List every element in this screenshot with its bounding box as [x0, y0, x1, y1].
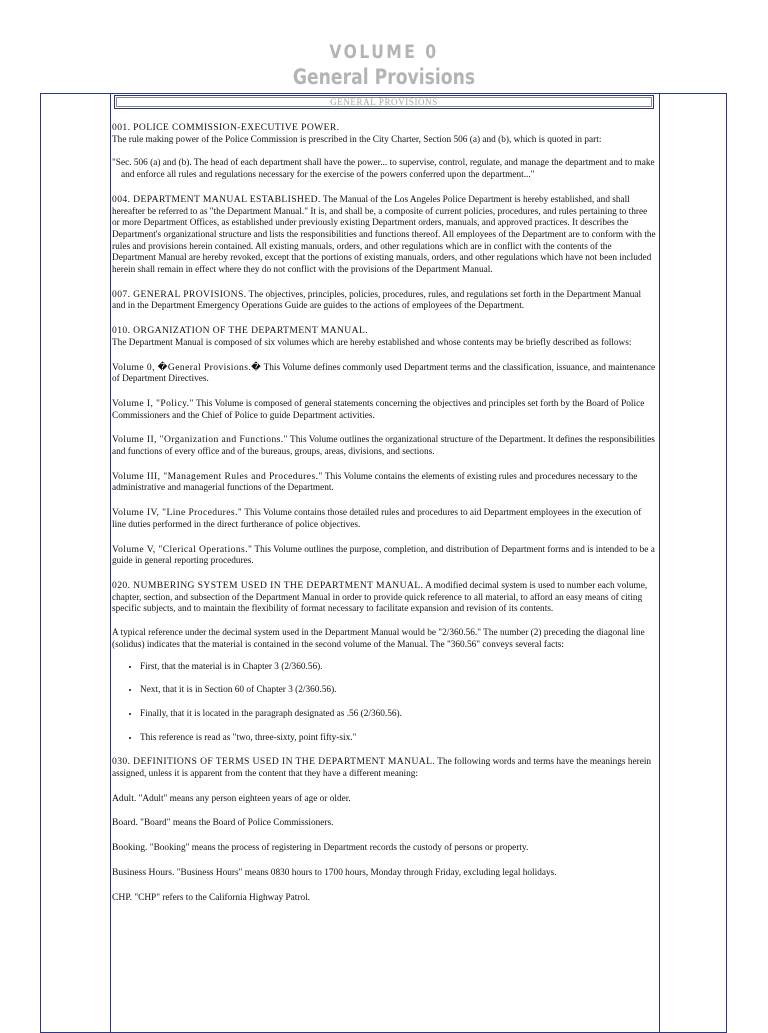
definition-entry — [112, 867, 656, 880]
definition-text: "Adult" means any person eighteen years of age or older. — [136, 793, 351, 804]
document-body — [112, 95, 656, 916]
definition-term: Adult. — [112, 792, 137, 804]
section-text: The Manual of the Los Angeles Police Department is hereby established, and shall hereafter be referred to as "the Department Manual." It is, and shall be, a composite of current policies, procedures, and rules pertaining to three or more Department Offices, as established under previously existing Department orders, manuals, and approved practices. It describes the Department's organizational structure and lists the responsibilities and functions thereof. All employees of the Department are to conform with the rules and provisions herein contained. All existing manuals, orders, and other regulations which are in conflict with the contents of the Department Manual are hereby revoked, except that the portions of existing manuals, orders, and other regulations which have not been included herein shall remain in effect where they do not conflict with the provisions of the Department Manual. — [112, 194, 656, 276]
definition-text: "Business Hours" means 0830 hours to 1700 hours, Monday through Friday, excluding legal holidays. — [174, 867, 557, 878]
list-item: • Finally, that it is located in the paragraph designated as .56 (2/360.56). — [140, 709, 656, 721]
reference-example: A typical reference under the decimal system used in the Department Manual would be "2/360.56." The number (2) preceding the diagonal line (solidus) indicates that the material is contained in the second volume of the Manual. The "360.56" conveys several facts: — [112, 628, 645, 650]
section-heading: 030. DEFINITIONS OF TERMS USED IN THE DEPARTMENT MANUAL. — [112, 756, 436, 768]
facts-list — [112, 662, 656, 745]
volume-name: Volume I, "Policy." — [112, 397, 194, 409]
volume-name: Volume II, "Organization and Functions." — [112, 434, 288, 446]
volume-entry — [112, 544, 656, 568]
list-item: • This reference is read as "two, three-sixty, point fifty-six." — [140, 733, 656, 745]
volume-desc: This Volume defines commonly used Department terms and the classification, issuance, and maintenance of Department Directives. — [112, 362, 656, 385]
definition-term: Booking. — [112, 842, 148, 854]
section-heading: 007. GENERAL PROVISIONS. — [112, 288, 247, 300]
volume-entry — [112, 471, 656, 495]
list-item: • First, that the material is in Chapter 3 (2/360.56). — [140, 662, 656, 674]
definition-term: Board. — [112, 817, 138, 829]
section-heading: 004. DEPARTMENT MANUAL ESTABLISHED. — [112, 193, 321, 205]
definition-text: "Board" means the Board of Police Commissioners. — [137, 818, 334, 829]
definition-term: CHP. — [112, 891, 132, 903]
volume-name: Volume V, "Clerical Operations." — [112, 543, 253, 555]
list-item: • Next, that it is in Section 60 of Chapter 3 (2/360.56). — [140, 685, 656, 697]
definition-entry — [112, 817, 656, 830]
section-heading: 001. POLICE COMMISSION-EXECUTIVE POWER. — [112, 122, 340, 133]
volume-entry — [112, 362, 656, 386]
section-007 — [112, 289, 656, 313]
section-030 — [112, 756, 656, 780]
definition-entry — [112, 793, 656, 806]
section-text: The following words and terms have the meanings herein assigned, unless it is apparent from the content that they have a different meaning: — [112, 757, 652, 780]
volume-header — [0, 40, 768, 90]
section-010 — [112, 325, 656, 349]
volume-desc: This Volume contains those detailed rules and procedures to aid Department employees in the execution of line duties performed in the direct furtherance of police objectives. — [112, 508, 642, 530]
section-001 — [112, 122, 656, 146]
section-heading: 020. NUMBERING SYSTEM USED IN THE DEPARTMENT MANUAL. — [112, 579, 424, 591]
volume-name: Volume IV, "Line Procedures." — [112, 507, 243, 519]
section-heading: 010. ORGANIZATION OF THE DEPARTMENT MANUAL. — [112, 325, 369, 337]
definition-term: Business Hours. — [112, 866, 175, 878]
volume-title: General Provisions — [292, 65, 476, 89]
right-column-rule — [659, 93, 660, 1033]
volume-entry — [112, 434, 656, 458]
volume-entry — [112, 507, 656, 531]
volume-number: VOLUME 0 — [329, 41, 439, 63]
volume-name: Volume 0, �General Provisions.� — [112, 361, 262, 373]
volume-entry — [112, 398, 656, 422]
section-004 — [112, 194, 656, 277]
charter-quote: "Sec. 506 (a) and (b). The head of each department shall have the power... to supervise, control, regulate, and manage the department and to make and enforce all rules and regulations necessary for the exercise of the powers conferred upon the department..." — [112, 158, 655, 181]
volume-name: Volume III, "Management Rules and Procedures." — [112, 470, 323, 482]
section-020 — [112, 580, 656, 616]
volume-desc: This Volume is composed of general statements concerning the objectives and principles set forth by the Board of Police Commissioners and the Chief of Police to guide Department activities. — [112, 398, 645, 421]
section-text: The rule making power of the Police Commission is prescribed in the City Charter, Section 506 (a) and (b), which is quoted in part: — [112, 134, 602, 145]
definition-text: "CHP" refers to the California Highway Patrol. — [132, 892, 310, 903]
volume-desc: This Volume contains the elements of existing rules and procedures necessary to the administrative and managerial functions of the Department. — [112, 471, 638, 494]
definition-entry — [112, 842, 656, 855]
section-label-box: GENERAL PROVISIONS — [114, 95, 654, 109]
definition-text: "Booking" means the process of registering in Department records the custody of persons or property. — [147, 843, 529, 854]
volume-desc: This Volume outlines the purpose, completion, and distribution of Department forms and is intended to be a guide in general reporting procedures. — [112, 544, 655, 567]
section-text: The objectives, principles, policies, procedures, rules, and regulations set forth in the Department Manual and in the Department Emergency Operations Guide are guides to the actions of employees of the Department. — [112, 289, 642, 312]
section-text: A modified decimal system is used to number each volume, chapter, section, and subsection of the Department Manual in order to provide quick reference to all material, to afford an easy means of citing specific subjects, and to maintain the flexibility of format necessary to facilitate expansion and revision of its contents. — [112, 580, 648, 615]
left-column-rule — [110, 93, 111, 1033]
section-text: The Department Manual is composed of six volumes which are hereby established and whose contents may be briefly described as follows: — [112, 337, 632, 348]
volume-desc: This Volume outlines the organizational structure of the Department. It defines the responsibilities and functions of every office and of the bureaus, groups, areas, divisions, and sections. — [112, 435, 655, 458]
definition-entry — [112, 892, 656, 905]
